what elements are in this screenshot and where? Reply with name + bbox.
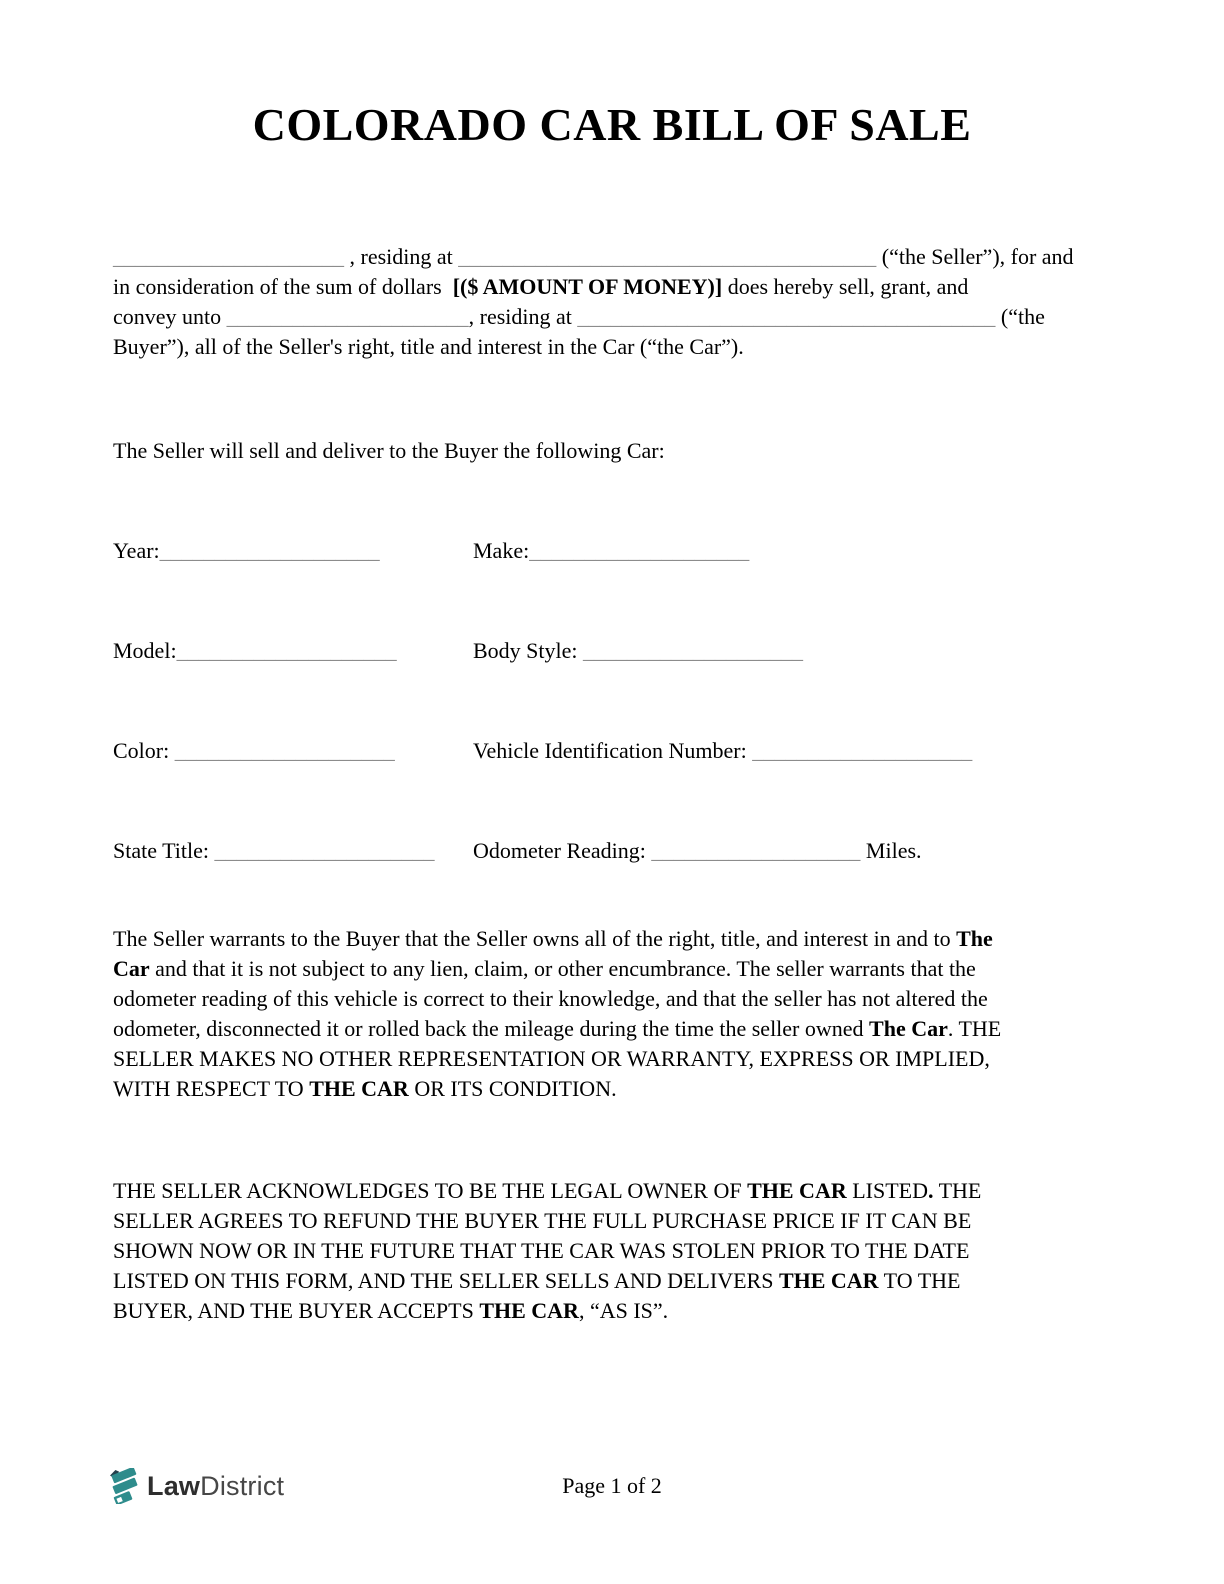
blank-line: ______________________ bbox=[226, 304, 469, 329]
model-field-label: Model: bbox=[113, 638, 177, 663]
lawdistrict-logo bbox=[108, 1468, 284, 1504]
year-field-blank: ____________________ bbox=[159, 538, 380, 563]
make-field bbox=[473, 536, 1111, 566]
model-field bbox=[113, 636, 473, 666]
text-line: _____________________ , residing at ______________________________________ (“the Seller”), for and bbox=[113, 244, 1074, 269]
odometer-field-suffix: Miles. bbox=[860, 838, 922, 863]
text-line: LISTED ON THIS FORM, AND THE SELLER SELLS AND DELIVERS THE CAR TO THE bbox=[113, 1268, 961, 1293]
blank-line: ______________________________________ bbox=[577, 304, 996, 329]
document-title: COLORADO CAR BILL OF SALE bbox=[252, 99, 972, 150]
year-field-label: Year: bbox=[113, 538, 160, 563]
color-field-blank: ____________________ bbox=[174, 738, 395, 763]
body-style-field-label: Body Style: bbox=[473, 638, 584, 663]
model-field-blank: ____________________ bbox=[176, 638, 397, 663]
text-line: odometer, disconnected it or rolled back the mileage during the time the seller owned The Car. THE bbox=[113, 1016, 1002, 1041]
page-footer bbox=[0, 1462, 1224, 1510]
text-line: SHOWN NOW OR IN THE FUTURE THAT THE CAR WAS STOLEN PRIOR TO THE DATE bbox=[113, 1238, 970, 1263]
lawdistrict-wordmark bbox=[147, 1471, 284, 1502]
odometer-field-label: Odometer Reading: bbox=[473, 838, 652, 863]
text-line: Car and that it is not subject to any lien, claim, or other encumbrance. The seller warrants that the bbox=[113, 956, 976, 981]
logo-law-text: Law bbox=[147, 1470, 201, 1501]
blank-line: _____________________ bbox=[113, 244, 344, 269]
state-title-field bbox=[113, 836, 473, 866]
intro-paragraph bbox=[113, 242, 1111, 362]
text-line: WITH RESPECT TO THE CAR OR ITS CONDITION. bbox=[113, 1076, 617, 1101]
acknowledgement-paragraph bbox=[113, 1176, 1111, 1326]
vin-field bbox=[473, 736, 1111, 766]
field-row bbox=[113, 636, 1111, 666]
state-title-field-blank: ____________________ bbox=[214, 838, 435, 863]
field-row bbox=[113, 836, 1111, 866]
deliver-statement: The Seller will sell and deliver to the Buyer the following Car: bbox=[113, 438, 665, 463]
text-line: odometer reading of this vehicle is correct to their knowledge, and that the seller has not altered the bbox=[113, 986, 988, 1011]
vehicle-fields-section bbox=[113, 536, 1111, 866]
vin-field-blank: ____________________ bbox=[752, 738, 973, 763]
page-number-label: Page 1 of 2 bbox=[562, 1473, 662, 1498]
layered-documents-icon bbox=[108, 1468, 140, 1504]
text-line: THE SELLER ACKNOWLEDGES TO BE THE LEGAL OWNER OF THE CAR LISTED. THE bbox=[113, 1178, 982, 1203]
make-field-blank: ____________________ bbox=[529, 538, 750, 563]
logo-district-text: District bbox=[200, 1470, 285, 1501]
text-line: BUYER, AND THE BUYER ACCEPTS THE CAR, “AS IS”. bbox=[113, 1298, 669, 1323]
vin-field-label: Vehicle Identification Number: bbox=[473, 738, 753, 763]
make-field-label: Make: bbox=[473, 538, 530, 563]
warranty-paragraph bbox=[113, 924, 1111, 1104]
field-row bbox=[113, 536, 1111, 566]
body-style-field bbox=[473, 636, 1111, 666]
text-line: SELLER MAKES NO OTHER REPRESENTATION OR WARRANTY, EXPRESS OR IMPLIED, bbox=[113, 1046, 990, 1071]
color-field bbox=[113, 736, 473, 766]
text-line: in consideration of the sum of dollars [($ AMOUNT OF MONEY)] does hereby sell, grant, and bbox=[113, 274, 969, 299]
color-field-label: Color: bbox=[113, 738, 175, 763]
body-style-field-blank: ____________________ bbox=[583, 638, 804, 663]
odometer-field bbox=[473, 836, 1111, 866]
text-line: The Seller warrants to the Buyer that the Seller owns all of the right, title, and interest in and to The bbox=[113, 926, 993, 951]
text-line: convey unto ______________________, residing at ______________________________________ (“the bbox=[113, 304, 1045, 329]
state-title-field-label: State Title: bbox=[113, 838, 215, 863]
odometer-field-blank: ___________________ bbox=[651, 838, 861, 863]
blank-line: ______________________________________ bbox=[458, 244, 877, 269]
text-line: SELLER AGREES TO REFUND THE BUYER THE FULL PURCHASE PRICE IF IT CAN BE bbox=[113, 1208, 972, 1233]
text-line: Buyer”), all of the Seller's right, title and interest in the Car (“the Car”). bbox=[113, 334, 744, 359]
year-field bbox=[113, 536, 473, 566]
field-row bbox=[113, 736, 1111, 766]
